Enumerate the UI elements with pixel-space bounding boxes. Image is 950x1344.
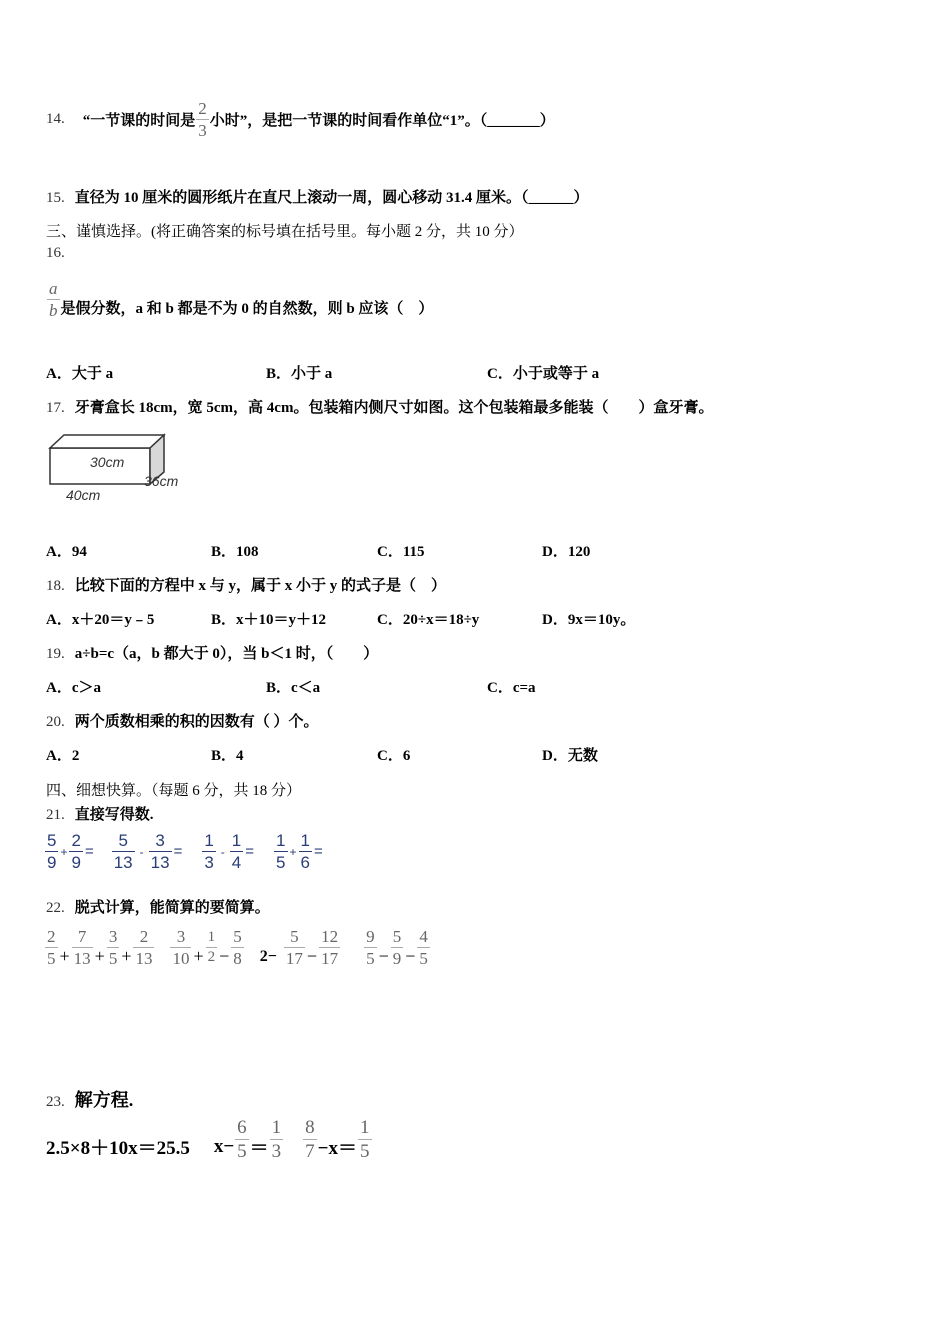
question-17 <box>46 396 713 417</box>
question-number: 20. <box>46 714 65 730</box>
section-title: 四、细想快算。（每题 6 分，共 18 分） <box>46 783 302 799</box>
option-a[interactable]: A．94 <box>46 544 87 560</box>
question-number: 15. <box>46 190 65 206</box>
expression: $\frac{1}{3}$ - $\frac{1}{4}$ = <box>204 831 255 872</box>
question-text: a÷b=c（a，b 都大于 0），当 b＜1 时，（ ） <box>74 646 379 662</box>
fraction <box>47 280 60 319</box>
fraction <box>196 100 209 139</box>
option-b[interactable]: B．c＜a <box>266 680 321 696</box>
question-text: 牙膏盒长 18cm，宽 5cm，高 4cm。包装箱内侧尺寸如图。这个包装箱最多能装（ ）盒牙膏。 <box>74 400 714 416</box>
option-b[interactable]: B．4 <box>211 748 244 764</box>
question-text: 直接写得数. <box>74 807 154 823</box>
expression: $\frac{5}{13}$ - $\frac{3}{13}$ = <box>113 831 183 872</box>
question-20 <box>46 710 319 731</box>
question-number: 19. <box>46 646 65 662</box>
option-d[interactable]: D．无数 <box>542 748 598 764</box>
option-d[interactable]: D．120 <box>542 544 591 560</box>
question-number: 18. <box>46 578 65 594</box>
question-number: 16. <box>46 245 65 261</box>
depth-label: 36cm <box>144 473 179 489</box>
calculation-row <box>44 928 431 967</box>
question-14 <box>46 100 555 139</box>
section-title: 三、谨慎选择。(将正确答案的标号填在括号里。每小题 2 分，共 10 分） <box>46 224 524 240</box>
option-a[interactable]: A．x＋20＝y﹣5 <box>46 612 155 628</box>
option-a[interactable]: A．2 <box>46 748 80 764</box>
option-b[interactable]: B．108 <box>211 544 259 560</box>
option-d[interactable]: D．9x＝10y。 <box>542 612 636 628</box>
equation-row <box>46 1118 373 1161</box>
question-text: 解方程. <box>74 1090 134 1110</box>
question-16 <box>46 280 433 319</box>
question-text: 两个质数相乘的积的因数有（ ）个。 <box>74 714 319 730</box>
option-c[interactable]: C．c=a <box>487 680 536 696</box>
question-text: 直径为 10 厘米的圆形纸片在直尺上滚动一周，圆心移动 31.4 厘米。（______） <box>74 190 589 206</box>
option-c[interactable]: C．6 <box>377 748 411 764</box>
fraction-bar <box>47 299 60 300</box>
expression-4: $\frac{9}{5}$ − $\frac{5}{9}$ − $\frac{4}{5}$ <box>366 927 428 968</box>
question-number: 23. <box>46 1094 65 1110</box>
box-figure <box>46 432 196 507</box>
expression: $\frac{1}{5}$ + $\frac{1}{6}$ = <box>276 831 323 872</box>
question-number: 14. <box>46 111 65 127</box>
option-c[interactable]: C．20÷x＝18÷y <box>377 612 480 628</box>
question-15 <box>46 186 589 207</box>
numerator: 2 <box>198 99 207 118</box>
equation-3: $\frac{8}{7}$ −x＝ $\frac{1}{5}$ <box>305 1117 370 1162</box>
option-a[interactable]: A．c＞a <box>46 680 101 696</box>
question-number: 21. <box>46 807 65 823</box>
option-b[interactable]: B．x＋10＝y＋12 <box>211 612 327 628</box>
expression-3: 2− $\frac{5}{17}$ − $\frac{12}{17}$ <box>259 927 339 968</box>
question-text: “一节课的时间是 <box>82 113 196 129</box>
mental-math-row <box>44 832 324 871</box>
height-label: 30cm <box>90 454 125 470</box>
question-19 <box>46 642 378 663</box>
question-22 <box>46 896 270 917</box>
expression-1: $\frac{2}{5}$ + $\frac{7}{13}$ + $\frac{3}{5}$ + $\frac{2}{13}$ <box>47 927 153 968</box>
question-text: 小时”，是把一节课的时间看作单位“1”。（_______） <box>209 113 555 129</box>
question-number: 17. <box>46 400 65 416</box>
question-23 <box>46 1086 133 1112</box>
question-text: 脱式计算，能简算的要简算。 <box>74 900 270 916</box>
expression: $\frac{5}{9}$ + $\frac{2}{9}$ = <box>47 831 94 872</box>
question-text: 比较下面的方程中 x 与 y，属于 x 小于 y 的式子是（ ） <box>74 578 447 594</box>
length-label: 40cm <box>66 487 101 503</box>
numerator: a <box>49 279 58 298</box>
option-b[interactable]: B．小于 a <box>266 366 333 382</box>
question-text: 是假分数，a 和 b 都是不为 0 的自然数，则 b 应该（ ） <box>60 301 434 317</box>
option-a[interactable]: A．大于 a <box>46 366 114 382</box>
fraction-bar <box>196 119 209 120</box>
denominator: b <box>49 301 58 320</box>
expression-2: $\frac{3}{10}$ + $\frac{1}{2}$ − $\frac{5}{8}$ <box>172 927 242 968</box>
equation-2: x− $\frac{6}{5}$ ＝ $\frac{1}{3}$ <box>213 1117 282 1162</box>
question-21 <box>46 803 154 824</box>
option-c[interactable]: C．115 <box>377 544 425 560</box>
question-18 <box>46 574 446 595</box>
question-number: 22. <box>46 900 65 916</box>
equation-1: 2.5×8＋10x＝25.5 <box>46 1138 190 1159</box>
denominator: 3 <box>198 121 207 140</box>
option-c[interactable]: C．小于或等于 a <box>487 366 600 382</box>
